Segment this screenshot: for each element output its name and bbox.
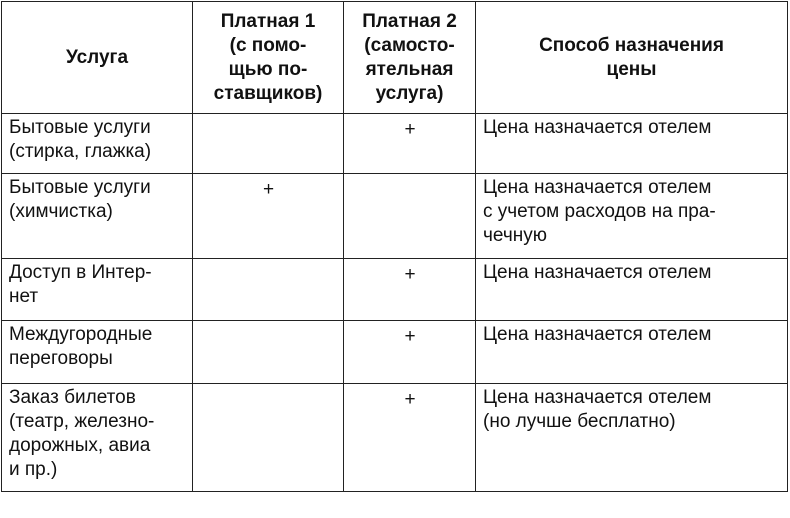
cell-paid-1 bbox=[193, 114, 344, 174]
table-row bbox=[2, 259, 788, 321]
cell-paid-1: + bbox=[193, 174, 344, 259]
header-paid-1: Платная 1 (с помо- щью по- ставщиков) bbox=[193, 2, 344, 114]
cell-paid-2: + bbox=[344, 321, 476, 384]
cell-pricing-method: Цена назначается отелем (но лучше бесплатно) bbox=[476, 384, 788, 492]
header-row bbox=[2, 2, 788, 114]
cell-paid-1 bbox=[193, 384, 344, 492]
table-row bbox=[2, 174, 788, 259]
cell-pricing-method: Цена назначается отелем bbox=[476, 321, 788, 384]
header-service: Услуга bbox=[2, 2, 193, 114]
cell-paid-2: + bbox=[344, 384, 476, 492]
table-row bbox=[2, 114, 788, 174]
cell-pricing-method: Цена назначается отелем с учетом расходов на пра- чечную bbox=[476, 174, 788, 259]
cell-paid-1 bbox=[193, 321, 344, 384]
cell-service: Бытовые услуги (стирка, глажка) bbox=[2, 114, 193, 174]
cell-paid-2 bbox=[344, 174, 476, 259]
cell-service: Заказ билетов (театр, железно- дорожных, авиа и пр.) bbox=[2, 384, 193, 492]
table-row bbox=[2, 384, 788, 492]
services-pricing-table bbox=[1, 1, 788, 492]
table-row bbox=[2, 321, 788, 384]
cell-service: Бытовые услуги (химчистка) bbox=[2, 174, 193, 259]
cell-paid-2: + bbox=[344, 114, 476, 174]
cell-pricing-method: Цена назначается отелем bbox=[476, 114, 788, 174]
cell-service: Междугородные переговоры bbox=[2, 321, 193, 384]
cell-paid-1 bbox=[193, 259, 344, 321]
header-pricing-method: Способ назначения цены bbox=[476, 2, 788, 114]
header-paid-2: Платная 2 (самосто- ятельная услуга) bbox=[344, 2, 476, 114]
cell-paid-2: + bbox=[344, 259, 476, 321]
cell-service: Доступ в Интер- нет bbox=[2, 259, 193, 321]
cell-pricing-method: Цена назначается отелем bbox=[476, 259, 788, 321]
